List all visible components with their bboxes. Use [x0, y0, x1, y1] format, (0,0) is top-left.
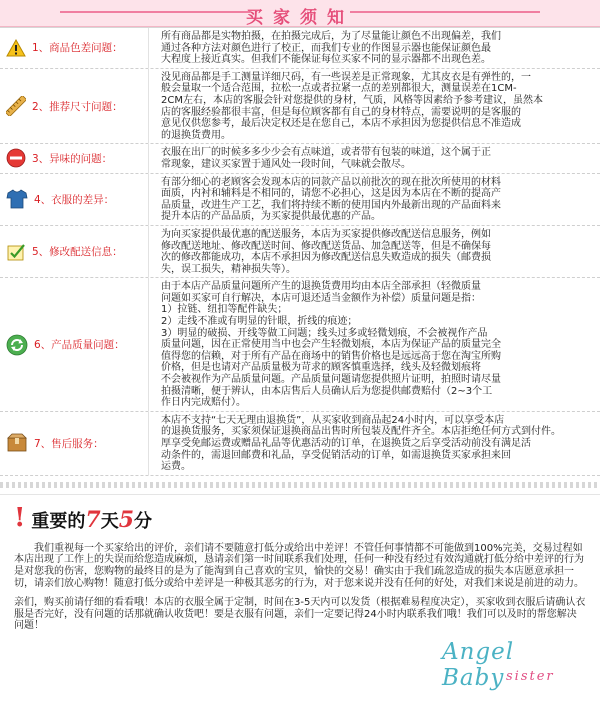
notice-text	[148, 144, 600, 172]
notice-line: 动条件的，需退回邮费和礼品，享受促销活动的订单，如需退换货买家承担来回	[161, 449, 511, 461]
warning-icon	[6, 39, 26, 57]
notice-line: 没见商品都是手工测量详细尺码，有一些误差是正常现象，尤其皮衣是有弹性的，一	[161, 71, 531, 83]
notice-row-color	[0, 28, 600, 69]
promise-heading	[14, 503, 152, 533]
notice-label: 3、异味的问题：	[32, 152, 113, 165]
notice-line: 价格，但是也请对产品质量极为苛求的顾客慎重选择，线头及轻微划痕将	[161, 362, 481, 374]
notice-header	[0, 0, 600, 27]
promise-body	[14, 543, 586, 640]
notice-label: 4、衣服的差异：	[34, 193, 115, 206]
notice-row-size	[0, 69, 600, 145]
notice-line: 问题如买家可自行解决，本店可退还适当金额作为补偿）质量问题是指：	[161, 292, 481, 304]
notice-line: 拍摄清晰，便于辨认，由本店售后人员确认后为您提供邮费赔付（2~3个工	[161, 385, 493, 397]
notice-line: 失，误工损失，精神损失等）。	[161, 263, 296, 275]
notice-row-left	[0, 174, 148, 225]
ruler-icon	[6, 96, 26, 116]
notice-row-quality	[0, 278, 600, 412]
notice-row-left	[0, 69, 148, 144]
heading-number-7: 7	[85, 506, 101, 533]
notice-line: 厚享受免邮运费或赠品礼品等优惠活动的订单，在退换货之后享受活动前没有满足活	[161, 438, 531, 449]
notice-label: 5、修改配送信息：	[32, 246, 123, 259]
notice-line: 不会被视作为产品质量问题。产品质量问题请您提供照片证明，拍照时请尽量	[161, 374, 501, 386]
notice-label: 7、售后服务：	[34, 437, 104, 450]
brand-logo-name: Angel Baby	[442, 638, 515, 691]
notice-row-left	[0, 278, 148, 411]
notice-row-left	[0, 28, 148, 68]
notice-line: 3）明显的破损、开线等做工问题；线头过多或轻微划痕，不会被视作产品	[161, 327, 488, 339]
notice-line: 运费。	[161, 461, 191, 473]
notice-line: 为向买家提供最优惠的配送服务，本店为买家提供修改配送信息服务，例如	[161, 228, 491, 240]
notice-label: 6、产品质量问题：	[34, 339, 125, 352]
notice-line: 1）拉链、纽扣等配件缺失；	[161, 304, 288, 316]
notice-row-left	[0, 412, 148, 475]
notice-line: 由于本店产品质量问题所产生的退换货费用均由本店全部承担（轻微质量	[161, 281, 481, 293]
notice-line: 作日内完成赔付）。	[161, 397, 246, 409]
notice-line: 有部分细心的老顾客会发现本店的同款产品以前批次的现在批次所使用的材料	[161, 176, 501, 188]
notice-line: 常现象，建议买家置于通风处一段时间，气味就会散尽。	[161, 158, 411, 170]
notice-line: 衣服在出厂的时候多多少少会有点味道，或者带有包装的味道，这个属于正	[161, 147, 491, 159]
notice-row-after-sales	[0, 412, 600, 476]
notice-line: 的退换货服务，买家须保证退换商品出售时所包装及配件齐全。本店拒绝任何方式到付件。	[161, 426, 561, 438]
section-divider	[0, 482, 600, 488]
heading-number-5: 5	[118, 506, 135, 533]
page-title: 买家须知	[246, 8, 354, 28]
heading-day: 天	[100, 510, 119, 532]
notice-text	[148, 412, 600, 475]
promise-paragraph-custom: 亲们，购买前请仔细的看看哦！本店的衣服全属于定制，时间在3-5天内可以发货（根据难易程度决定），买家收到衣服后请确认衣服是否完好，没有问题的话那就确认收货吧！要是衣服有问题，亲们一定要记得24小时内联系我们哦！我们可以及时的帮您解决问题！	[14, 597, 586, 632]
notice-line: 般会量取一个适合范围，拉松一点或者拉紧一点的差别都很大，测量误差在1CM-	[161, 83, 517, 95]
notice-line: 提升本店的产品品质，为买家提供最优惠的产品。	[161, 211, 381, 223]
refresh-icon	[6, 334, 28, 356]
notice-line: 修改配送地址、修改配送时间、修改配送货品、加急配送等，但是不确保每	[161, 240, 491, 252]
notice-text	[148, 28, 600, 68]
notice-line: 品质量，改进生产工艺，我们将持续不断的使用国内外最新出现的产品面料来	[161, 199, 501, 211]
notice-list	[0, 27, 600, 476]
heading-prefix: 重要的	[31, 510, 86, 532]
package-icon	[6, 433, 28, 453]
notice-line: 所有商品都是实物拍摄，在拍摄完成后，为了尽量能让颜色不出现偏差，我们	[161, 31, 501, 42]
notice-line: 店的客服经验都很丰富，但是每位顾客都有自己的身材特点，需要说明的是客服的	[161, 106, 521, 118]
notice-label: 1、商品色差问题：	[32, 42, 123, 55]
promise-section	[0, 494, 600, 709]
notice-line: 本店不支持“七天无理由退换货”，从买家收到商品起24小时内，可以享受本店	[161, 414, 505, 426]
notice-text	[148, 174, 600, 225]
exclamation-icon: !	[14, 502, 26, 533]
notice-line: 大程度上接近真实。但我们不能保证每位买家不同的显示器都不出现色差。	[161, 54, 491, 66]
notice-line: 通过各种方法对颜色进行了校正，而我们专业的作图显示器也能保证颜色最	[161, 42, 491, 54]
notice-line: 的退换货费用。	[161, 129, 231, 141]
notice-line: 次的修改都能成功，本店不承担因为修改配送信息失败造成的损失（邮费损	[161, 252, 491, 264]
notice-row-difference	[0, 174, 600, 226]
notice-row-left	[0, 226, 148, 277]
notice-text	[148, 278, 600, 411]
notice-row-left	[0, 144, 148, 172]
no-smell-icon	[6, 148, 26, 168]
notice-text	[148, 69, 600, 144]
notice-line: 质量问题，因在正常使用当中也会产生轻微划痕，本店为保证产品的质量完全	[161, 339, 501, 351]
heading-suffix: 分	[134, 510, 153, 532]
note-check-icon	[6, 242, 26, 262]
promise-paragraph-rating: 我们重视每一个买家给出的评价，亲们请不要随意打低分或给出中差评！不管任何事情都不可能做到100%完美，交易过程如本店出现了工作上的失误而给您造成麻烦，恳请亲们第一时间联系我们处理，任何一种没有经过有效沟通就打低分给中差评的行为是对您我的伤害，您购物的最终目的是为了能淘到自己喜欢的宝贝，愉快的交易！确实由于我们疏忽造成的损失本店愿意承担一切，请亲们放心购物！随意打低分或给中差评是一种极其恶劣的行为，对于您来说并没有任何的好处，对我们来说是前进的动力。	[14, 542, 584, 589]
shirt-icon	[6, 189, 28, 209]
notice-row-smell	[0, 144, 600, 173]
notice-text	[148, 226, 600, 277]
notice-line: 2）走线不准或有明显的针眼，折线的痕迹；	[161, 316, 358, 328]
notice-line: 2CM左右，本店的客服会针对您提供的身材，气质，风格等因素给予参考建议，虽然本	[161, 94, 543, 106]
notice-line: 意见仅供您参考，最后决定权还是在您自己，本店不承担因为您提供信息不准造成	[161, 118, 521, 130]
notice-row-delivery	[0, 226, 600, 278]
notice-line: 面质，内衬和辅料是不相同的，请您不必担心，这是因为本店在不断的提高产	[161, 188, 501, 200]
notice-line: 值得您的信赖，对于所有产品在商场中的销售价格也是远远高于您在淘宝所购	[161, 350, 501, 362]
brand-logo-sub: sister	[506, 668, 555, 684]
notice-label: 2、推荐尺寸问题：	[32, 100, 123, 113]
brand-logo	[442, 639, 572, 691]
